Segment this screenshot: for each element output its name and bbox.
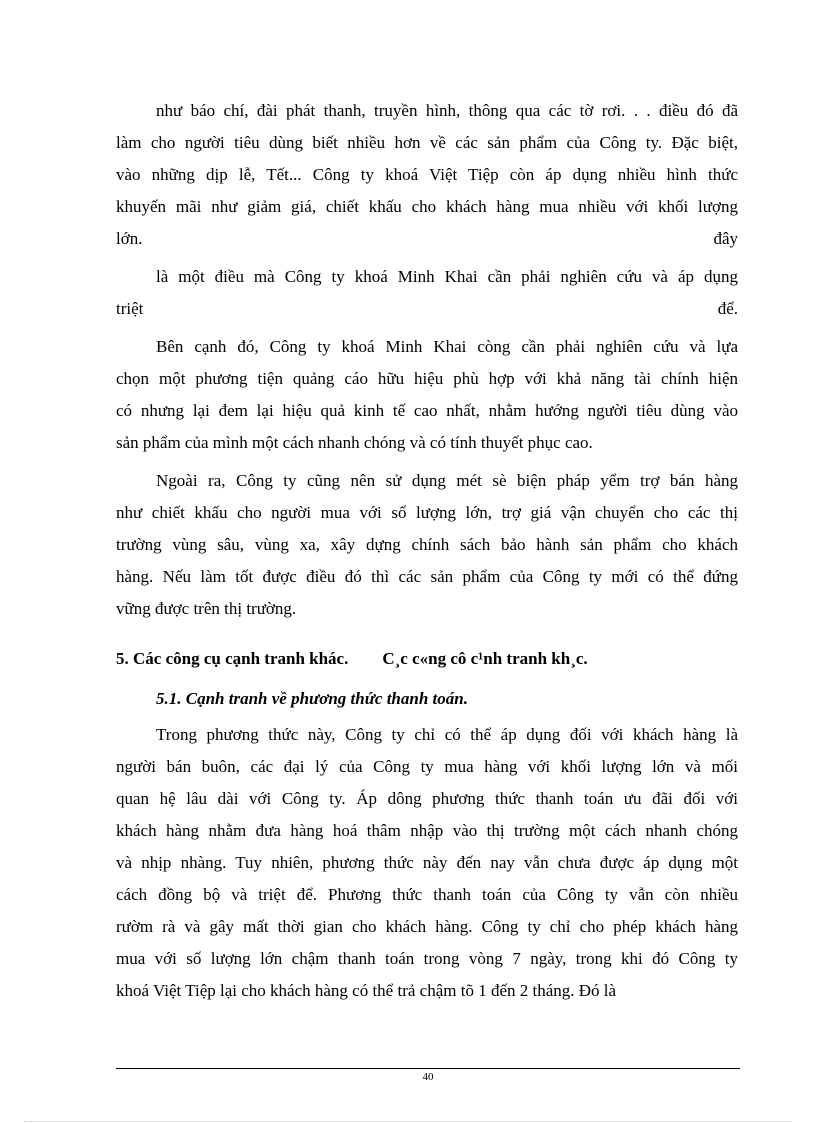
paragraph-line: vững được trên thị trường. xyxy=(116,599,297,618)
paragraph-line: sản phẩm của mình một cách nhanh chóng và có tính thuyết phục cao. xyxy=(116,433,593,452)
paragraph-line: vào những dịp lễ, Tết... Công ty khoá Việt Tiệp còn áp dụng nhiều hình thức xyxy=(116,165,738,184)
paragraph-line: khuyến mãi như giảm giá, chiết khấu cho khách hàng mua nhiều với khối lượng xyxy=(116,197,738,216)
paragraph-line: chọn một phương tiện quảng cáo hữu hiệu phù hợp với khả năng tài chính hiện xyxy=(116,369,738,388)
line-end-text: để. xyxy=(717,299,738,318)
paragraph-line: như báo chí, đài phát thanh, truyền hình, thông qua các tờ rơi. . . điều đó đã xyxy=(156,101,738,120)
paragraph-line: rườm rà và gây mất thời gian cho khách hàng. Công ty chỉ cho phép khách hàng xyxy=(116,917,738,936)
paragraph-line xyxy=(116,296,738,322)
paragraph-line: Ngoài ra, Công ty cũng nên sử dụng mét sè biện pháp yểm trợ bán hàng xyxy=(156,471,738,490)
page-number: 40 xyxy=(422,1071,434,1083)
paragraph-line: quan hệ lâu dài với Công ty. Áp dông phương thức thanh toán ưu đãi đối với xyxy=(116,789,738,808)
paragraph-line: có nhưng lại đem lại hiệu quả kinh tế cao nhất, nhằm hướng người tiêu dùng vào xyxy=(116,401,738,420)
paragraph-line: là một điều mà Công ty khoá Minh Khai cần phải nghiên cứu và áp dụng xyxy=(156,267,738,286)
section-heading: 5. Các công cụ cạnh tranh khác. C¸c c«ng cô c¹nh tranh kh¸c. xyxy=(116,649,588,668)
line-end-text: đây xyxy=(713,229,738,248)
paragraph-line: khoá Việt Tiệp lại cho khách hàng có thể trả chậm tõ 1 đến 2 tháng. Đó là xyxy=(116,981,617,1000)
line-start-text: triệt xyxy=(116,299,144,318)
paragraph-line: Bên cạnh đó, Công ty khoá Minh Khai còng cần phải nghiên cứu và lựa xyxy=(156,337,738,356)
paragraph-line xyxy=(116,226,738,252)
paragraph-line: Trong phương thức này, Công ty chỉ có thể áp dụng đối với khách hàng là xyxy=(156,725,738,744)
footer-divider xyxy=(116,1068,740,1069)
paragraph-line: người bán buôn, các đại lý của Công ty mua hàng với khối lượng lớn và mối xyxy=(116,757,738,776)
paragraph-line: cách đồng bộ và triệt để. Phương thức thanh toán của Công ty vẫn còn nhiều xyxy=(116,885,738,904)
paragraph-line: như chiết khấu cho người mua với số lượng lớn, trợ giá vận chuyển cho các thị xyxy=(116,503,738,522)
line-start-text: lớn. xyxy=(116,229,143,248)
paragraph-line: làm cho người tiêu dùng biết nhiều hơn về các sản phẩm của Công ty. Đặc biệt, xyxy=(116,133,738,152)
paragraph-line: hàng. Nếu làm tốt được điều đó thì các sản phẩm của Công ty mới có thể đứng xyxy=(116,567,738,586)
paragraph-line: khách hàng nhằm đưa hàng hoá thâm nhập vào thị trường một cách nhanh chóng xyxy=(116,821,738,840)
paragraph-line: mua với số lượng lớn chậm thanh toán trong vòng 7 ngày, trong khi đó Công ty xyxy=(116,949,738,968)
subsection-heading: 5.1. Cạnh tranh về phương thức thanh toán. xyxy=(156,689,468,708)
page-edge-divider xyxy=(24,1121,792,1122)
paragraph-line: và nhịp nhàng. Tuy nhiên, phương thức này đến nay vẫn chưa được áp dụng một xyxy=(116,853,738,872)
paragraph-line: trường vùng sâu, vùng xa, xây dựng chính sách bảo hành sản phẩm cho khách xyxy=(116,535,738,554)
